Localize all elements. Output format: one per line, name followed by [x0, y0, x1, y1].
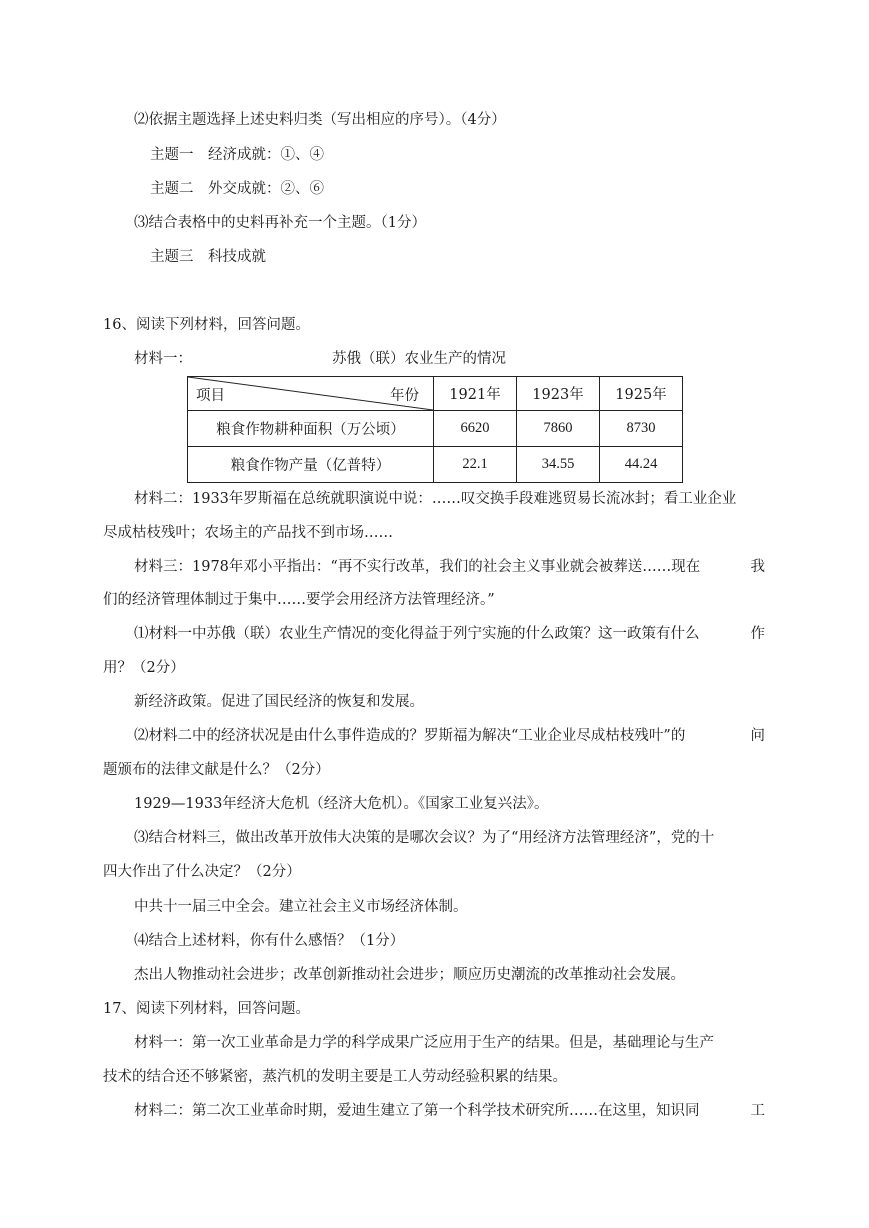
q17-material-2-line-1: [134, 1101, 765, 1121]
corner-label-year: 年份: [390, 388, 419, 404]
q15-theme-1: 主题一 经济成就：①、④: [150, 147, 324, 163]
text-fragment: 作: [750, 626, 765, 642]
text-fragment: 我: [750, 559, 765, 575]
q15-theme-2: 主题二 外交成就：②、⑥: [150, 181, 324, 197]
text-fragment: ⑵材料二中的经济状况是由什么事件造成的？罗斯福为解决“工业企业尽成枯枝残叶”的: [134, 728, 686, 744]
table-header-row: [188, 377, 683, 411]
text-fragment: 材料二：第二次工业革命时期，爱迪生建立了第一个科学技术研究所……在这里，知识同: [134, 1103, 700, 1119]
q17-heading: 17、阅读下列材料，回答问题。: [103, 1001, 310, 1017]
q16-answer-4: 杰出人物推动社会进步；改革创新推动社会进步；顺应历史潮流的改革推动社会发展。: [134, 967, 685, 983]
q15-theme-3: 主题三 科技成就: [150, 249, 266, 265]
year-header: 1921年: [434, 377, 517, 411]
q16-answer-3: 中共十一届三中全会。建立社会主义市场经济体制。: [134, 899, 468, 915]
table-row: [188, 411, 683, 447]
text-fragment: 材料三：1978年邓小平指出：“再不实行改革，我们的社会主义事业就会被葬送……现在: [134, 559, 701, 575]
q16-material-2-line-2: 尽成枯枝残叶；农场主的产品找不到市场……: [103, 525, 393, 541]
year-header: 1925年: [600, 377, 683, 411]
q16-material-1-label: 材料一：: [134, 351, 192, 367]
q17-material-1-line-2: 技术的结合还不够紧密，蒸汽机的发明主要是工人劳动经验积累的结果。: [103, 1069, 567, 1085]
q16-question-2-line-1: [134, 726, 765, 746]
q16-question-4: ⑷结合上述材料，你有什么感悟？（1分）: [134, 933, 405, 949]
text-fragment: 工: [750, 1103, 765, 1119]
text-fragment: 问: [750, 728, 765, 744]
table-cell: 7860: [517, 411, 600, 447]
year-header: 1923年: [517, 377, 600, 411]
text-fragment: ⑴材料一中苏俄（联）农业生产情况的变化得益于列宁实施的什么政策？这一政策有什么: [134, 626, 700, 642]
q16-question-3-line-2: 四大作出了什么决定？（2分）: [103, 864, 301, 880]
table-cell: 8730: [600, 411, 683, 447]
row-label: 粮食作物产量（亿普特）: [188, 447, 434, 483]
q16-heading: 16、阅读下列材料，回答问题。: [103, 317, 310, 333]
q15-sub-question-3: ⑶结合表格中的史料再补充一个主题。（1分）: [134, 215, 426, 231]
q16-answer-1: 新经济政策。促进了国民经济的恢复和发展。: [134, 694, 424, 710]
q16-question-1-line-1: [134, 624, 765, 644]
table-row: [188, 447, 683, 483]
table-title: 苏俄（联）农业生产的情况: [332, 351, 506, 367]
table-cell: 34.55: [517, 447, 600, 483]
corner-label-item: 项目: [196, 388, 225, 404]
q16-question-1-line-2: 用？（2分）: [103, 660, 185, 676]
row-label: 粮食作物耕种面积（万公顷）: [188, 411, 434, 447]
q16-material-3-line-2: 们的经济管理体制过于集中……要学会用经济方法管理经济。”: [103, 592, 495, 608]
q16-question-2-line-2: 题颁布的法律文献是什么？（2分）: [103, 762, 330, 778]
q15-sub-question-2: ⑵依据主题选择上述史料归类（写出相应的序号）。（4分）: [134, 112, 506, 128]
q16-question-3-line-1: ⑶结合材料三，做出改革开放伟大决策的是哪次会议？为了“用经济方法管理经济”，党的十: [134, 830, 715, 846]
table-cell: 22.1: [434, 447, 517, 483]
table-corner-cell: [188, 377, 434, 411]
q17-material-1-line-1: 材料一：第一次工业革命是力学的科学成果广泛应用于生产的结果。但是，基础理论与生产: [134, 1035, 714, 1051]
q16-material-3-line-1: [134, 557, 765, 577]
table-cell: 6620: [434, 411, 517, 447]
table-cell: 44.24: [600, 447, 683, 483]
q16-answer-2: 1929—1933年经济大危机（经济大危机）。《国家工业复兴法》。: [134, 796, 549, 812]
agriculture-table: [187, 376, 683, 483]
q16-material-2-line-1: 材料二：1933年罗斯福在总统就职演说中说：……叹交换手段难逃贸易长流冰封；看工业企业: [134, 491, 737, 507]
